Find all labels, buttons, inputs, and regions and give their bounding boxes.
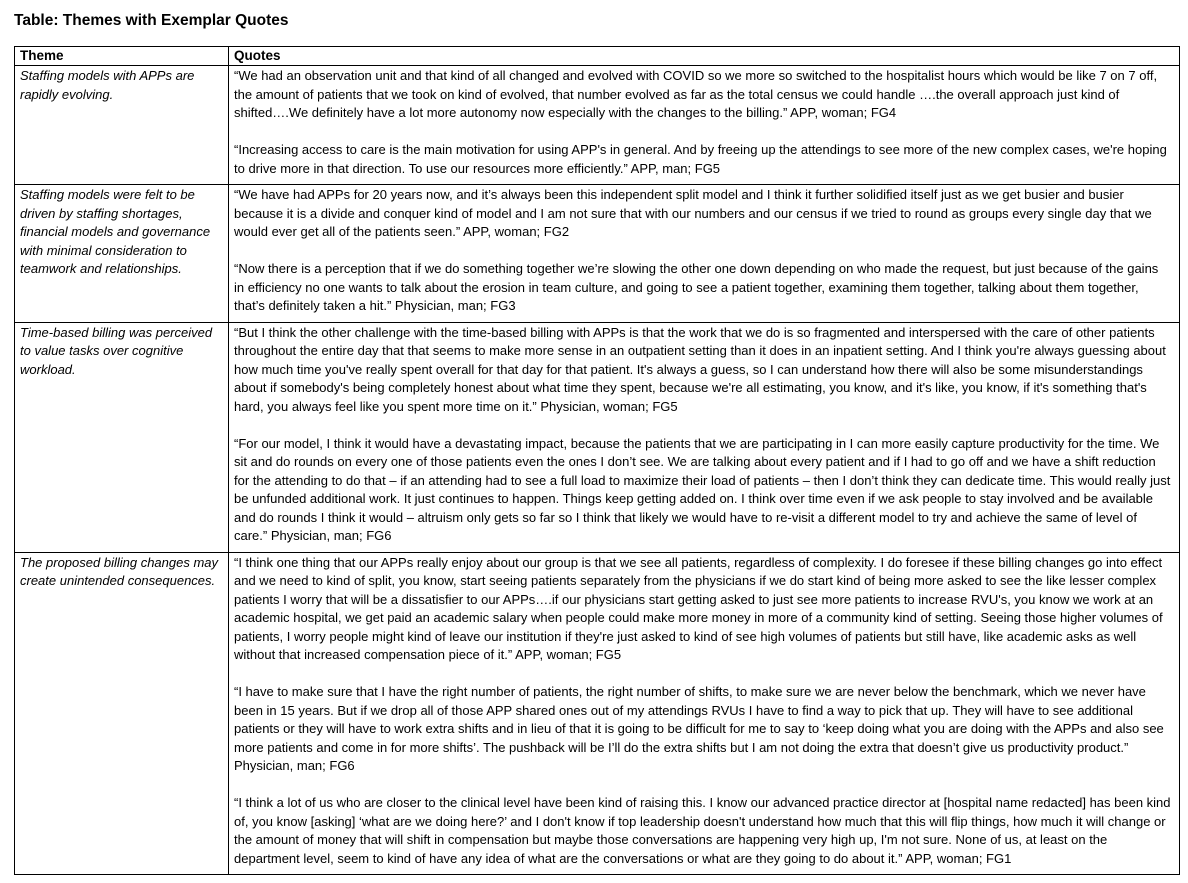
quote-paragraph: “Now there is a perception that if we do something together we’re slowing the other one down depending on who made the request, but just because of the gains in efficiency no one wants to talk about the erosion in team culture, and going to see a patient together, examining them together, talking about them together, that’s definitely taken a hit.” Physician, man; FG3 [234, 261, 1159, 313]
table-row-time-based-billing [15, 322, 1180, 552]
quote-paragraph: “We had an observation unit and that kind of all changed and evolved with COVID so we more so switched to the hospitalist hours which would be like 7 on 7 off, the amount of patients that we took on kind of evolved, that number evolved as far as the total census we could handle ….the overall approach just kind of shifted….We definitely have a lot more autonomy now especially with the changes to the billing.” APP, woman; FG4 [234, 68, 1158, 120]
theme-cell: Staffing models were felt to be driven by staffing shortages, financial models and governance with minimal consideration to teamwork and relationships. [15, 185, 229, 323]
quote-paragraph: “Increasing access to care is the main motivation for using APP's in general. And by freeing up the attendings to see more of the new complex cases, we're hoping to drive more in that direction. To use our resources more efficiently.” APP, man; FG5 [234, 142, 1167, 176]
quote-paragraph: “But I think the other challenge with the time-based billing with APPs is that the work that we do is so fragmented and interspersed with the care of other patients throughout the entire day that that seems to make more sense in an outpatient setting than it does in an inpatient setting. And I think you're always guessing about how much time you've really spent overall for that day for that patient. It's always a guess, so I can understand how there will also be some misunderstandings about if somebody's being completely honest about what time they spent, because we're all estimating, you know, and it's like, you know, if it's something that's hard, you always feel like you spent more time on it.” Physician, woman; FG5 [234, 324, 1166, 414]
table-title: Table: Themes with Exemplar Quotes [14, 12, 289, 29]
theme-cell: Time-based billing was perceived to value tasks over cognitive workload. [15, 322, 229, 552]
theme-cell: The proposed billing changes may create unintended consequences. [15, 552, 229, 875]
themes-quotes-table [14, 46, 1180, 875]
quotes-cell [229, 322, 1180, 552]
table-row-staffing-models-evolving [15, 66, 1180, 185]
theme-cell: Staffing models with APPs are rapidly evolving. [15, 66, 229, 185]
quote-paragraph: “We have had APPs for 20 years now, and it’s always been this independent split model and I think it further solidified itself just as we get busier and busier because it is a divide and conquer kind of model and I am not sure that with our numbers and our census if we tried to round as groups every single day that we would ever get all of the patients seen.” APP, woman; FG2 [234, 187, 1152, 239]
quotes-cell [229, 66, 1180, 185]
column-header-quotes: Quotes [229, 47, 1180, 66]
quote-paragraph: “I think a lot of us who are closer to the clinical level have been kind of raising this. I know our advanced practice director at [hospital name redacted] has been kind of, you know [asking] ‘what are we doing here?’ and I don't know if top leadership doesn't understand how much that this will flip things, how much it will change or the amount of money that will shift in compensation but maybe those conversations are happening very high up, I'm not sure. None of us, at least on the department level, seem to kind of have any idea of what are the conversations or what are they going to do about it.” APP, woman; FG1 [234, 795, 1171, 866]
quote-paragraph: “I think one thing that our APPs really enjoy about our group is that we see all patients, regardless of complexity. I do foresee if these billing changes go into effect and we need to kind of split, you know, start seeing patients separately from the physicians if we do start kind of being more asked to see the like lesser complex patients I worry that will be a dissatisfier to our APPs….if our physicians start getting asked to just see more patients to increase RVU's, you know we work at an academic hospital, we get paid an academic salary when people could make more money in more of a community kind of setting. Seeing those higher volumes of patients, I worry people might kind of leave our institution if they're just asked to kind of see high volumes of patients but still have, like academic asks as well without that increased compensation piece of it.” APP, woman; FG5 [234, 554, 1163, 662]
column-header-theme: Theme [15, 47, 229, 66]
quote-paragraph: “I have to make sure that I have the right number of patients, the right number of shifts, to make sure we are never below the benchmark, which we never have been in 15 years. But if we drop all of those APP shared ones out of my attendings RVUs I have to find a way to pick that up. They will have to see additional patients or they will have to work extra shifts and in lieu of that it is going to be difficult for me to say to ‘keep doing what you are doing with the APPs and also see more patients and come in for more shifts’. The pushback will be I’ll do the extra shifts but I am not doing the extra that doesn’t give us productivity product.” Physician, man; FG6 [234, 684, 1164, 773]
table-row-staffing-models-drivers [15, 185, 1180, 323]
table-row-billing-changes-consequences [15, 552, 1180, 875]
quotes-cell [229, 185, 1180, 323]
quote-paragraph: “For our model, I think it would have a devastating impact, because the patients that we are participating in I can more easily capture productivity for the time. We sit and do rounds on every one of those patients even the ones I don’t see. We are talking about every patient and if I had to go off and we have a shift reduction for the attending to do that – if an attending had to see a full load to maximize their load of patients – then I don’t think they can dedicate time. This would really just be unfunded additional work. It just continues to happen. Things keep getting added on. I think over time even if we ask people to stay involved and be available and do rounds I think it would – altruism only gets so far so I think that likely we would have to re-visit a different model to try and achieve the same of level of care.” Physician, man; FG6 [234, 435, 1171, 543]
quotes-cell [229, 552, 1180, 875]
header-row [15, 47, 1180, 66]
